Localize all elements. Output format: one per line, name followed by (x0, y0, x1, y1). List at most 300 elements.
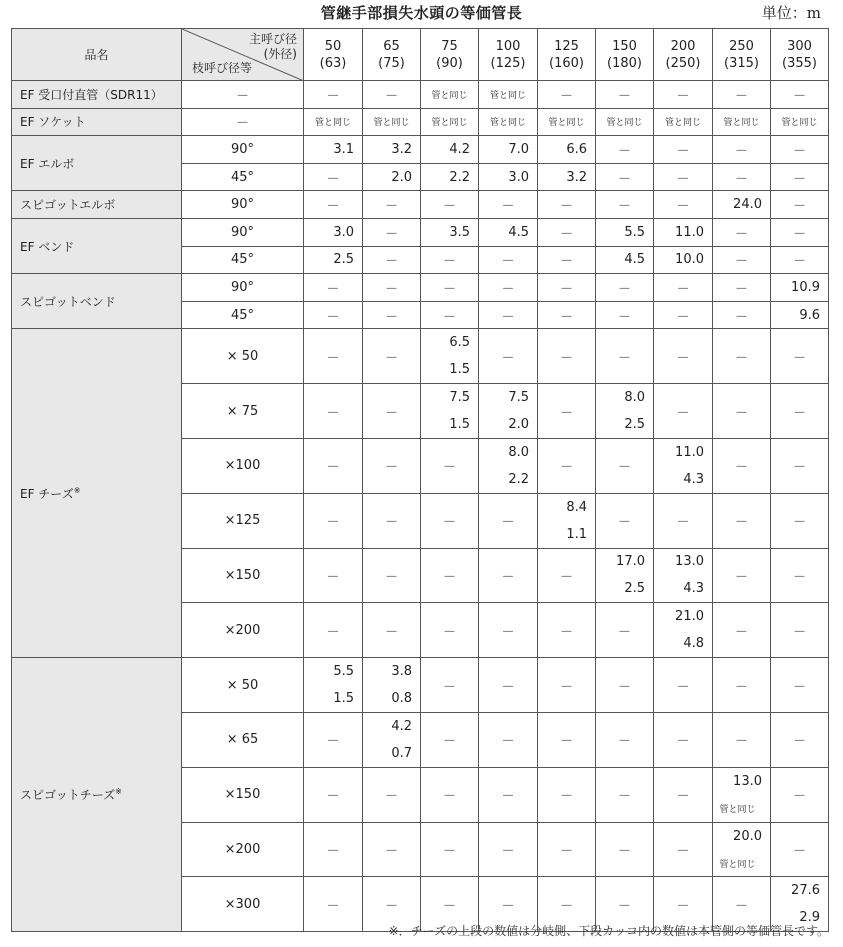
value-cell (771, 329, 829, 384)
value-cell (596, 274, 654, 302)
value-cell (713, 658, 771, 713)
value: 3.5 (449, 224, 470, 240)
value: 11.0 (675, 224, 704, 240)
value-cell (479, 81, 538, 109)
dash-value: － (792, 679, 806, 695)
table-row (12, 658, 829, 713)
dash-value: － (559, 226, 573, 242)
dash-value: － (734, 569, 748, 585)
dash-value: － (442, 281, 456, 297)
value-cell (421, 603, 479, 658)
branch-side-value: 17.0 (616, 554, 645, 570)
value-cell (304, 81, 363, 109)
value-cell (713, 191, 771, 219)
value-cell (771, 191, 829, 219)
dash-value: － (792, 143, 806, 159)
dash-value: － (792, 624, 806, 640)
dash-value: － (617, 199, 631, 215)
main-side-value: 2.5 (624, 581, 645, 597)
dash-value: － (734, 281, 748, 297)
page-title: 管継手部損失水頭の等価管長 (320, 4, 523, 22)
dash-value: － (792, 789, 806, 805)
value-cell (421, 384, 479, 439)
dash-value: － (734, 254, 748, 270)
value-cell (713, 108, 771, 136)
dash-value: － (617, 734, 631, 750)
branch-diameter-cell: ×150 (182, 767, 304, 822)
value-cell (363, 163, 421, 191)
dash-value: － (617, 679, 631, 695)
value-cell (771, 246, 829, 274)
value-cell (363, 384, 421, 439)
value: 管と同じ (723, 118, 760, 129)
value: 管と同じ (606, 118, 643, 129)
value-cell (363, 438, 421, 493)
value-cell (479, 548, 538, 603)
value-cell (304, 712, 363, 767)
value-cell (363, 301, 421, 329)
branch-diameter-cell: ×100 (182, 438, 304, 493)
branch-side-value: 13.0 (733, 774, 762, 790)
value-cell (654, 108, 713, 136)
dash-value: － (326, 624, 340, 640)
dash-value: － (442, 569, 456, 585)
dash-value: － (384, 281, 398, 297)
main-diameter-label: 主呼び径 (248, 32, 297, 46)
value-cell (596, 218, 654, 246)
note-mark: ※ (73, 485, 81, 495)
footnote: ※．チーズの上段の数値は分岐側、下段カッコ内の数値は本管側の等価管長です。 (388, 924, 829, 938)
value: 3.0 (333, 224, 354, 240)
dash-value: － (326, 898, 340, 914)
dash-value: － (792, 350, 806, 366)
dash-value: － (326, 88, 340, 104)
dash-value: － (384, 843, 398, 859)
table-row (12, 274, 829, 302)
dash-value: － (559, 734, 573, 750)
value-cell (363, 548, 421, 603)
value-cell (538, 108, 596, 136)
branch-side-value: 7.5 (449, 390, 470, 406)
dash-value: － (734, 515, 748, 531)
nominal-diameter: 200 (670, 38, 696, 54)
value-cell (421, 658, 479, 713)
value-cell (479, 218, 538, 246)
value-cell (771, 712, 829, 767)
value-cell (421, 548, 479, 603)
main-side-value: 0.8 (391, 690, 412, 706)
value: 9.6 (799, 307, 820, 323)
value-cell (479, 136, 538, 164)
dash-value: － (559, 405, 573, 421)
value-cell (421, 81, 479, 109)
branch-diameter-cell: ×200 (182, 603, 304, 658)
value-cell (421, 218, 479, 246)
value-cell (713, 301, 771, 329)
value-cell (654, 81, 713, 109)
item-name: EF 受口付直管（SDR11） (20, 87, 163, 102)
branch-diameter-cell: ×125 (182, 493, 304, 548)
dash-value: － (734, 405, 748, 421)
value: 管と同じ (664, 118, 701, 129)
value: 4.5 (624, 252, 645, 268)
item-name: スピゴットチーズ (20, 788, 116, 803)
value-cell (479, 246, 538, 274)
value: 管と同じ (373, 118, 410, 129)
outer-diameter: (250) (665, 55, 701, 71)
branch-diameter-cell: ×150 (182, 548, 304, 603)
value-cell (479, 384, 538, 439)
dash-value: － (676, 789, 690, 805)
value-cell (713, 246, 771, 274)
value-cell (538, 438, 596, 493)
dash-value: － (384, 898, 398, 914)
value-cell (654, 658, 713, 713)
dash-value: － (501, 309, 515, 325)
dash-value: － (501, 734, 515, 750)
diameter-header-125 (538, 29, 596, 81)
branch-side-value: 13.0 (675, 554, 704, 570)
dash-value: － (442, 734, 456, 750)
outer-diameter: (180) (607, 55, 642, 71)
value-cell (304, 136, 363, 164)
main-side-value: 0.7 (391, 745, 412, 761)
value-cell (654, 603, 713, 658)
dash-value: － (559, 843, 573, 859)
value-cell (304, 301, 363, 329)
value-cell (596, 329, 654, 384)
value-cell (771, 603, 829, 658)
item-name-cell (12, 218, 182, 273)
dash-value: － (326, 350, 340, 366)
branch-side-value: 3.8 (391, 664, 412, 680)
value-cell (479, 493, 538, 548)
dash-value: － (384, 199, 398, 215)
value-cell (421, 274, 479, 302)
value: 2.5 (333, 252, 354, 268)
dash-value: － (384, 350, 398, 366)
dash-value: － (617, 309, 631, 325)
value-cell (363, 767, 421, 822)
value-cell (479, 767, 538, 822)
value-cell (304, 493, 363, 548)
dash-value: － (501, 843, 515, 859)
value-cell (479, 712, 538, 767)
item-name: EF ソケット (20, 115, 86, 130)
main-side-value: 1.5 (449, 416, 470, 432)
dash-value: － (617, 843, 631, 859)
dash-value: － (559, 898, 573, 914)
value-cell (771, 163, 829, 191)
branch-side-value: 27.6 (791, 883, 820, 899)
value-cell (771, 658, 829, 713)
value: 管と同じ (781, 118, 818, 129)
value: 2.2 (449, 169, 470, 185)
value-cell (304, 767, 363, 822)
value: 24.0 (733, 197, 762, 213)
dash-value: － (676, 309, 690, 325)
dash-value: － (676, 405, 690, 421)
dash-value: － (501, 789, 515, 805)
value-cell (363, 218, 421, 246)
main-outer-label: (外径) (263, 47, 297, 61)
dash-value: － (734, 734, 748, 750)
value-cell (421, 767, 479, 822)
dash-value: － (676, 171, 690, 187)
dash-value: － (326, 569, 340, 585)
value-cell (479, 301, 538, 329)
dash-value: － (734, 460, 748, 476)
value: 7.0 (508, 141, 529, 157)
dash-value: － (617, 350, 631, 366)
dash-value: － (501, 515, 515, 531)
dash-value: － (617, 460, 631, 476)
dash-value: － (734, 679, 748, 695)
value-cell (363, 108, 421, 136)
diameter-header-50 (304, 29, 363, 81)
value-cell (596, 136, 654, 164)
dash-value: － (442, 898, 456, 914)
outer-diameter: (355) (782, 55, 817, 71)
value-cell (596, 658, 654, 713)
outer-diameter: (75) (378, 55, 405, 71)
branch-side-value: 11.0 (675, 444, 704, 460)
nominal-diameter: 100 (495, 38, 521, 54)
dash-value: － (442, 679, 456, 695)
branch-diameter-cell: 90° (182, 136, 304, 164)
dash-value: － (734, 898, 748, 914)
value-cell (538, 329, 596, 384)
value: 3.0 (508, 169, 529, 185)
value-cell (713, 136, 771, 164)
dash-value: － (559, 624, 573, 640)
branch-diameter-cell: － (182, 81, 304, 109)
note-mark: ※ (115, 787, 122, 797)
outer-diameter: (315) (724, 55, 759, 71)
dash-value: － (501, 569, 515, 585)
value: 6.6 (566, 141, 587, 157)
value-cell (363, 329, 421, 384)
branch-side-value: 8.0 (508, 444, 529, 460)
value-cell (538, 767, 596, 822)
branch-diameter-cell: 45° (182, 163, 304, 191)
main-side-value: 管と同じ (719, 859, 756, 870)
value-cell (538, 822, 596, 877)
value-cell (304, 877, 363, 932)
dash-value: － (326, 171, 340, 187)
value-cell (363, 822, 421, 877)
value-cell (421, 712, 479, 767)
value-cell (421, 136, 479, 164)
unit-label: 単位：m (761, 4, 821, 22)
value-cell (771, 81, 829, 109)
table-row (12, 218, 829, 246)
main-side-value: 2.9 (799, 910, 820, 926)
item-name-cell (12, 658, 182, 932)
dash-value: － (559, 199, 573, 215)
table-row (12, 191, 829, 219)
value-cell (538, 493, 596, 548)
dash-value: － (384, 624, 398, 640)
value-cell (363, 81, 421, 109)
dash-value: － (734, 171, 748, 187)
dash-value: － (326, 199, 340, 215)
dash-value: － (617, 143, 631, 159)
table-row (12, 81, 829, 109)
value-cell (538, 548, 596, 603)
value: 10.0 (675, 252, 704, 268)
main-side-value: 4.3 (683, 471, 704, 487)
branch-diameter-cell: 90° (182, 218, 304, 246)
dash-value: － (501, 624, 515, 640)
value-cell (421, 822, 479, 877)
dash-value: － (676, 281, 690, 297)
dash-value: － (326, 405, 340, 421)
value: 管と同じ (489, 90, 526, 101)
table-row (12, 136, 829, 164)
item-name-cell (12, 136, 182, 191)
value-cell (654, 822, 713, 877)
main-side-value: 2.2 (508, 471, 529, 487)
dash-value: － (617, 88, 631, 104)
main-side-value: 1.5 (333, 690, 354, 706)
value-cell (771, 136, 829, 164)
value-cell (654, 136, 713, 164)
value-cell (304, 191, 363, 219)
dash-value: － (734, 350, 748, 366)
item-name: EF チーズ (20, 486, 74, 501)
value: 2.0 (391, 169, 412, 185)
dash-value: － (734, 143, 748, 159)
dash-value: － (442, 199, 456, 215)
dash-value: － (559, 309, 573, 325)
value-cell (304, 822, 363, 877)
value-cell (771, 301, 829, 329)
dash-value: － (676, 88, 690, 104)
main-side-value: 管と同じ (719, 805, 756, 816)
dash-value: － (676, 143, 690, 159)
diameter-corner-header (182, 29, 304, 81)
branch-side-value: 8.0 (624, 390, 645, 406)
value: 3.1 (333, 141, 354, 157)
dash-value: － (676, 515, 690, 531)
value-cell (713, 822, 771, 877)
dash-value: － (384, 254, 398, 270)
item-name-cell (12, 81, 182, 109)
dash-value: － (676, 843, 690, 859)
value-cell (654, 329, 713, 384)
value-cell (596, 191, 654, 219)
dash-value: － (501, 281, 515, 297)
dash-value: － (384, 515, 398, 531)
value: 管と同じ (431, 90, 468, 101)
branch-side-value: 20.0 (733, 828, 762, 844)
branch-diameter-cell: 45° (182, 246, 304, 274)
value-cell (713, 548, 771, 603)
dash-value: － (734, 624, 748, 640)
diameter-header-100 (479, 29, 538, 81)
value-cell (713, 329, 771, 384)
diameter-header-150 (596, 29, 654, 81)
value-cell (538, 163, 596, 191)
value: 管と同じ (431, 118, 468, 129)
dash-value: － (384, 226, 398, 242)
dash-value: － (734, 309, 748, 325)
value-cell (654, 384, 713, 439)
branch-diameter-cell: × 65 (182, 712, 304, 767)
item-name-label: 品名 (84, 48, 109, 62)
branch-diameter-cell: × 50 (182, 329, 304, 384)
value-cell (713, 384, 771, 439)
diameter-header-250 (713, 29, 771, 81)
dash-value: － (559, 254, 573, 270)
dash-value: － (676, 734, 690, 750)
value-cell (654, 163, 713, 191)
dash-value: － (792, 88, 806, 104)
dash-value: － (559, 460, 573, 476)
equivalent-length-table (11, 28, 829, 932)
branch-diameter-cell: 90° (182, 191, 304, 219)
dash-value: － (501, 199, 515, 215)
value-cell (421, 163, 479, 191)
branch-side-value: 4.2 (391, 718, 412, 734)
value-cell (771, 384, 829, 439)
value-cell (304, 658, 363, 713)
dash-value: － (792, 226, 806, 242)
value-cell (538, 136, 596, 164)
value-cell (654, 191, 713, 219)
value-cell (363, 191, 421, 219)
value-cell (421, 329, 479, 384)
dash-value: － (442, 515, 456, 531)
value-cell (713, 767, 771, 822)
dash-value: － (326, 309, 340, 325)
value-cell (713, 438, 771, 493)
dash-value: － (559, 281, 573, 297)
dash-value: － (617, 624, 631, 640)
value-cell (363, 603, 421, 658)
nominal-diameter: 150 (612, 38, 637, 54)
value-cell (363, 493, 421, 548)
dash-value: － (501, 254, 515, 270)
branch-diameter-cell: × 75 (182, 384, 304, 439)
value-cell (479, 329, 538, 384)
dash-value: － (617, 898, 631, 914)
value-cell (421, 191, 479, 219)
value-cell (421, 108, 479, 136)
value-cell (654, 218, 713, 246)
outer-diameter: (160) (549, 55, 584, 71)
nominal-diameter: 125 (554, 38, 579, 54)
item-name: EF エルボ (20, 156, 75, 171)
value-cell (538, 81, 596, 109)
main-side-value: 4.3 (683, 581, 704, 597)
value-cell (479, 822, 538, 877)
value-cell (538, 658, 596, 713)
value-cell (538, 246, 596, 274)
value-cell (479, 438, 538, 493)
value-cell (771, 822, 829, 877)
dash-value: － (326, 734, 340, 750)
branch-diameter-cell: － (182, 108, 304, 136)
header-row (12, 29, 829, 81)
value: 5.5 (624, 224, 645, 240)
value-cell (304, 246, 363, 274)
dash-value: － (559, 350, 573, 366)
dash-value: － (792, 199, 806, 215)
dash-value: － (617, 515, 631, 531)
dash-value: － (792, 515, 806, 531)
